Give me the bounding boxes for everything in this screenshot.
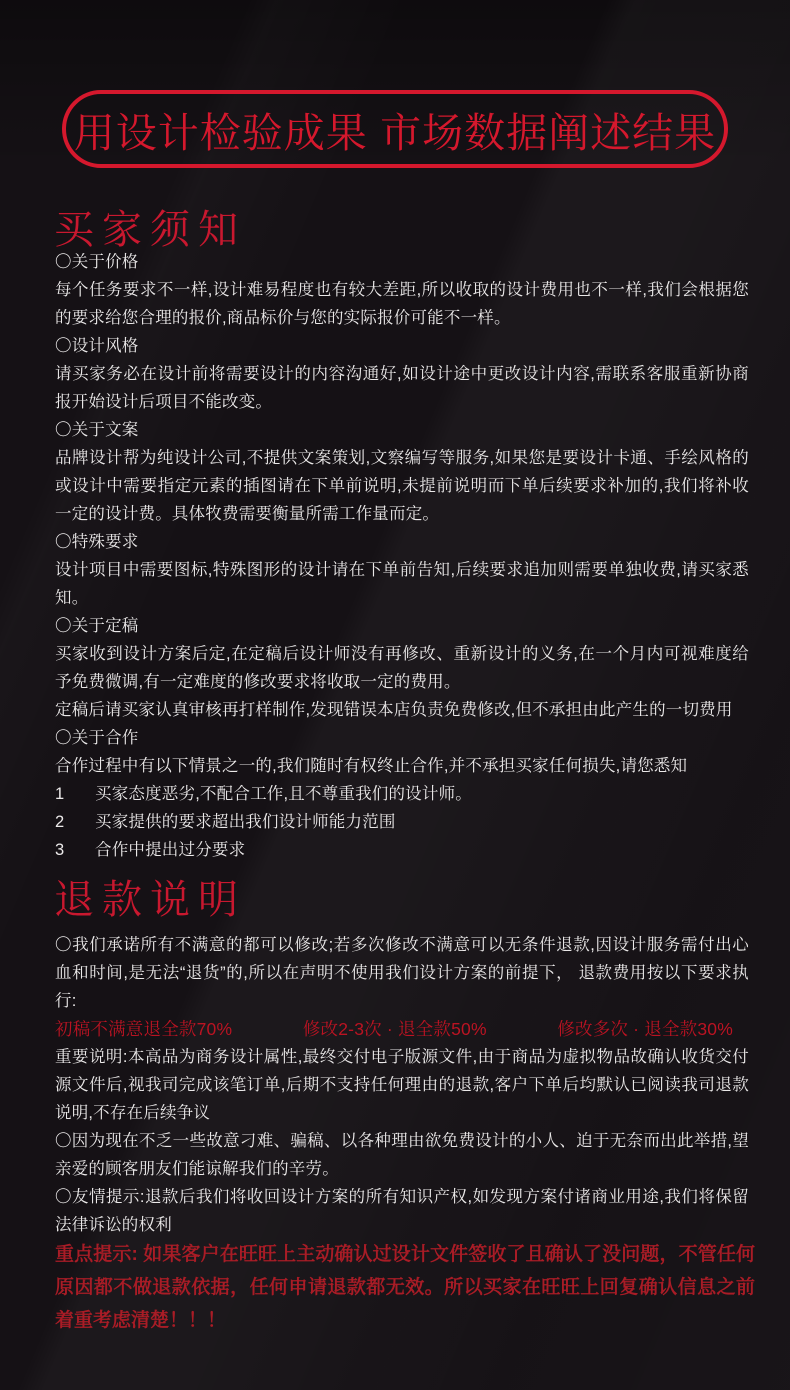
buyer-heading-style: 〇设计风格 xyxy=(55,337,139,355)
refund-para-ip-notice: 〇友情提示:退款后我们将收回设计方案的所有知识产权,如发现方案付诸商业用途,我们将保留法律诉讼的权利 xyxy=(55,1188,749,1234)
key-warning-text: 重点提示: 如果客户在旺旺上主动确认过设计文件签收了且确认了没问题，不管任何原因都不做退款依据，任何申请退款都无效。所以买家在旺旺上回复确认信息之前着重考虑清楚！！！ xyxy=(55,1244,755,1331)
buyer-para-copy: 品牌设计帮为纯设计公司,不提供文案策划,文察编写等服务,如果您是要设计卡通、手绘风格的或设计中需要指定元素的插图请在下单前说明,未提前说明而下单后续要求补加的,我们将补收一定的设计费。具体牧费需要衡量所需工作量而定。 xyxy=(55,449,749,523)
buyer-para-price: 每个任务要求不一样,设计难易程度也有较大差距,所以收取的设计费用也不一样,我们会根据您的要求给您合理的报价,商品标价与您的实际报价可能不一样。 xyxy=(55,281,749,327)
list-text: 买家态度恶劣,不配合工作,且不尊重我们的设计师。 xyxy=(95,785,472,803)
slogan-banner xyxy=(62,90,728,168)
buyer-heading-copy: 〇关于文案 xyxy=(55,421,139,439)
buyer-para-cooperation: 合作过程中有以下情景之一的,我们随时有权终止合作,并不承担买家任何损失,请您悉知 xyxy=(55,757,688,775)
refund-intro: 〇我们承诺所有不满意的都可以修改;若多次修改不满意可以无条件退款,因设计服务需付出心血和时间,是无法“退货”的,所以在声明不使用我们设计方案的前提下， 退款费用按以下要求执行: xyxy=(55,936,749,1010)
refund-tier-many-revisions: 修改多次 · 退全款30% xyxy=(557,1019,733,1039)
refund-policy-body xyxy=(55,931,749,1239)
list-number: 3 xyxy=(55,841,65,859)
buyer-heading-price: 〇关于价格 xyxy=(55,253,139,271)
list-number: 2 xyxy=(55,813,65,831)
list-text: 买家提供的要求超出我们设计师能力范围 xyxy=(95,813,396,831)
buyer-heading-final: 〇关于定稿 xyxy=(55,617,139,635)
buyer-para-style: 请买家务必在设计前将需要设计的内容沟通好,如设计途中更改设计内容,需联系客服重新协商报开始设计后项目不能改变。 xyxy=(55,365,749,411)
slogan-text: 用设计检验成果 市场数据阐述结果 xyxy=(73,109,717,156)
list-number: 1 xyxy=(55,785,65,803)
buyer-heading-special: 〇特殊要求 xyxy=(55,533,139,551)
refund-para-important: 重要说明:本高品为商务设计属性,最终交付电子版源文件,由于商品为虚拟物品故确认收货交付源文件后,视我司完成该笔订单,后期不支持任何理由的退款,客户下单后均默认已阅读我司退款说明,不存在后续争议 xyxy=(55,1048,749,1122)
buyer-para-final-2: 定稿后请买家认真审核再打样制作,发现错误本店负责免费修改,但不承担由此产生的一切费用 xyxy=(55,701,733,719)
refund-para-reason: 〇因为现在不乏一些故意刁难、骗稿、以各种理由欲免费设计的小人、迫于无奈而出此举措,望亲爱的顾客朋友们能谅解我们的辛劳。 xyxy=(55,1132,749,1178)
buyer-heading-cooperation: 〇关于合作 xyxy=(55,729,139,747)
refund-tier-2-3-revisions: 修改2-3次 · 退全款50% xyxy=(302,1019,487,1039)
refund-tier-first-draft: 初稿不满意退全款70% xyxy=(55,1019,233,1039)
buyer-para-special: 设计项目中需要图标,特殊图形的设计请在下单前告知,后续要求追加则需要单独收费,请买家悉知。 xyxy=(55,561,749,607)
list-text: 合作中提出过分要求 xyxy=(95,841,246,859)
buyer-notice-title: 买家须知 xyxy=(54,208,246,252)
buyer-list-item-3 xyxy=(55,836,749,864)
refund-tier-row xyxy=(55,1015,733,1043)
refund-policy-title: 退款说明 xyxy=(54,878,246,922)
buyer-notice-body xyxy=(55,248,749,864)
buyer-para-final-1: 买家收到设计方案后定,在定稿后设计师没有再修改、重新设计的义务,在一个月内可视难度给予免费微调,有一定难度的修改要求将收取一定的费用。 xyxy=(55,645,749,691)
buyer-list-item-2 xyxy=(55,808,749,836)
buyer-list-item-1 xyxy=(55,780,749,808)
